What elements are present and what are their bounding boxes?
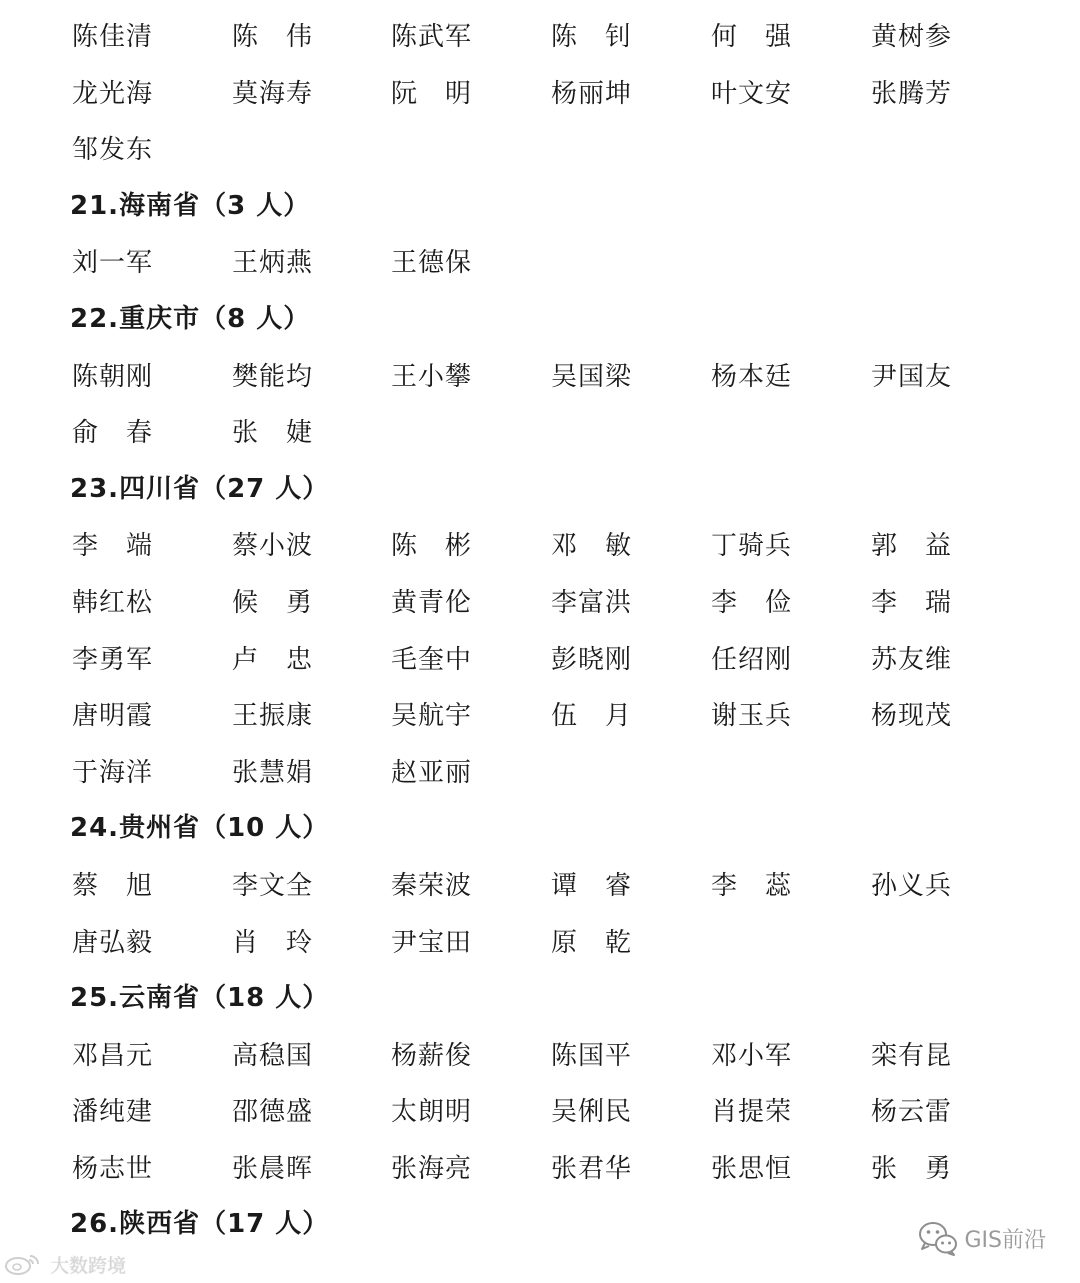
person-name: 杨志世 bbox=[72, 1153, 154, 1184]
names-row bbox=[0, 689, 1080, 746]
person-name: 陈 彬 bbox=[391, 531, 473, 562]
person-name: 苏友维 bbox=[871, 644, 953, 675]
province-heading bbox=[70, 810, 329, 846]
person-name: 韩红松 bbox=[72, 587, 154, 618]
person-name: 邹发东 bbox=[72, 135, 154, 166]
person-name: 陈 钊 bbox=[551, 22, 633, 52]
person-name: 张腾芳 bbox=[871, 78, 953, 109]
person-name: 杨现茂 bbox=[871, 701, 953, 732]
person-name: 李富洪 bbox=[551, 587, 633, 618]
province-heading bbox=[70, 980, 329, 1016]
person-name: 谭 睿 bbox=[551, 870, 633, 901]
person-name: 于海洋 bbox=[72, 757, 154, 788]
person-name: 赵亚丽 bbox=[391, 757, 473, 788]
person-name: 邵德盛 bbox=[232, 1097, 314, 1128]
weibo-logo-icon bbox=[4, 1252, 44, 1276]
person-name: 张慧娟 bbox=[232, 757, 314, 788]
person-name: 莫海寿 bbox=[232, 78, 314, 109]
province-heading-row bbox=[0, 293, 1080, 350]
watermark-dashujk bbox=[4, 1249, 126, 1279]
province-heading-row bbox=[0, 180, 1080, 237]
person-name: 俞 春 bbox=[72, 418, 154, 449]
person-name: 彭晓刚 bbox=[551, 644, 633, 675]
province-heading-row bbox=[0, 972, 1080, 1029]
person-name: 吴俐民 bbox=[551, 1097, 633, 1128]
person-name: 张海亮 bbox=[391, 1153, 473, 1184]
person-name: 张 婕 bbox=[232, 418, 314, 449]
province-heading bbox=[70, 471, 329, 507]
person-name: 李 瑞 bbox=[871, 587, 953, 618]
person-name: 候 勇 bbox=[232, 587, 314, 618]
person-name: 杨丽坤 bbox=[551, 78, 633, 109]
names-row bbox=[0, 67, 1080, 124]
heading-province: 四川省 bbox=[119, 473, 201, 504]
person-name: 樊能均 bbox=[232, 361, 314, 392]
person-name: 潘纯建 bbox=[72, 1097, 154, 1128]
person-name: 张晨晖 bbox=[232, 1153, 314, 1184]
names-row bbox=[0, 10, 1080, 67]
heading-count: （10 人） bbox=[200, 813, 330, 844]
person-name: 杨云雷 bbox=[871, 1097, 953, 1128]
person-name: 栾有昆 bbox=[871, 1040, 953, 1071]
person-name: 陈武军 bbox=[391, 22, 473, 52]
person-name: 太朗明 bbox=[391, 1097, 473, 1128]
province-heading-row bbox=[0, 463, 1080, 520]
heading-number: 21. bbox=[70, 190, 120, 221]
province-heading bbox=[70, 1206, 329, 1242]
person-name: 唐明霞 bbox=[72, 701, 154, 732]
heading-number: 25. bbox=[70, 983, 120, 1014]
person-name: 吴航宇 bbox=[391, 701, 473, 732]
person-name: 李文全 bbox=[232, 870, 314, 901]
person-name: 李 蕊 bbox=[711, 870, 793, 901]
names-row bbox=[0, 406, 1080, 463]
names-row bbox=[0, 350, 1080, 407]
person-name: 唐弘毅 bbox=[72, 927, 154, 958]
person-name: 杨薪俊 bbox=[391, 1040, 473, 1071]
heading-count: （8 人） bbox=[200, 303, 311, 334]
person-name: 陈国平 bbox=[551, 1040, 633, 1071]
heading-count: （3 人） bbox=[200, 190, 311, 221]
person-name: 高稳国 bbox=[232, 1040, 314, 1071]
heading-number: 23. bbox=[70, 473, 120, 504]
person-name: 毛奎中 bbox=[391, 644, 473, 675]
heading-province: 重庆市 bbox=[119, 303, 201, 334]
person-name: 王振康 bbox=[232, 701, 314, 732]
person-name: 任绍刚 bbox=[711, 644, 793, 675]
province-heading bbox=[70, 301, 310, 337]
person-name: 丁骑兵 bbox=[711, 531, 793, 562]
person-name: 邓小军 bbox=[711, 1040, 793, 1071]
person-name: 张君华 bbox=[551, 1153, 633, 1184]
person-name: 李 端 bbox=[72, 531, 154, 562]
person-name: 谢玉兵 bbox=[711, 701, 793, 732]
person-name: 陈 伟 bbox=[232, 22, 314, 52]
names-row bbox=[0, 916, 1080, 973]
person-name: 陈佳清 bbox=[72, 22, 154, 52]
person-name: 何 强 bbox=[711, 22, 793, 52]
person-name: 蔡 旭 bbox=[72, 870, 154, 901]
watermark-gis-frontier bbox=[916, 1218, 1046, 1258]
person-name: 孙义兵 bbox=[871, 870, 953, 901]
heading-number: 26. bbox=[70, 1209, 120, 1240]
heading-province: 海南省 bbox=[119, 190, 201, 221]
names-row bbox=[0, 859, 1080, 916]
names-row bbox=[0, 1029, 1080, 1086]
person-name: 阮 明 bbox=[391, 78, 473, 109]
names-row bbox=[0, 576, 1080, 633]
person-name: 秦荣波 bbox=[391, 870, 473, 901]
heading-province: 云南省 bbox=[119, 983, 201, 1014]
person-name: 杨本廷 bbox=[711, 361, 793, 392]
person-name: 肖提荣 bbox=[711, 1097, 793, 1128]
person-name: 肖 玲 bbox=[232, 927, 314, 958]
heading-province: 贵州省 bbox=[119, 813, 201, 844]
person-name: 张思恒 bbox=[711, 1153, 793, 1184]
person-name: 陈朝刚 bbox=[72, 361, 154, 392]
person-name: 王德保 bbox=[391, 248, 473, 279]
person-name: 王小攀 bbox=[391, 361, 473, 392]
document-body bbox=[0, 10, 1080, 1255]
person-name: 尹国友 bbox=[871, 361, 953, 392]
watermark-right-text: GIS前沿 bbox=[964, 1227, 1046, 1253]
person-name: 叶文安 bbox=[711, 78, 793, 109]
person-name: 黄青伦 bbox=[391, 587, 473, 618]
person-name: 郭 益 bbox=[871, 531, 953, 562]
person-name: 刘一军 bbox=[72, 248, 154, 279]
province-heading bbox=[70, 188, 310, 224]
person-name: 原 乾 bbox=[551, 927, 633, 958]
person-name: 尹宝田 bbox=[391, 927, 473, 958]
heading-count: （27 人） bbox=[200, 473, 330, 504]
person-name: 卢 忠 bbox=[232, 644, 314, 675]
person-name: 龙光海 bbox=[72, 78, 154, 109]
heading-province: 陕西省 bbox=[119, 1209, 201, 1240]
province-heading-row bbox=[0, 802, 1080, 859]
person-name: 王炳燕 bbox=[232, 248, 314, 279]
person-name: 蔡小波 bbox=[232, 531, 314, 562]
names-row bbox=[0, 123, 1080, 180]
person-name: 邓昌元 bbox=[72, 1040, 154, 1071]
watermark-left-text: 大数跨境 bbox=[50, 1254, 127, 1277]
person-name: 邓 敏 bbox=[551, 531, 633, 562]
names-row bbox=[0, 1142, 1080, 1199]
heading-count: （17 人） bbox=[200, 1209, 330, 1240]
heading-count: （18 人） bbox=[200, 983, 330, 1014]
person-name: 伍 月 bbox=[551, 701, 633, 732]
names-row bbox=[0, 633, 1080, 690]
heading-number: 24. bbox=[70, 813, 120, 844]
names-row bbox=[0, 1085, 1080, 1142]
person-name: 张 勇 bbox=[871, 1153, 953, 1184]
names-row bbox=[0, 236, 1080, 293]
person-name: 李 俭 bbox=[711, 587, 793, 618]
heading-number: 22. bbox=[70, 303, 120, 334]
wechat-logo-icon bbox=[916, 1218, 960, 1258]
person-name: 吴国梁 bbox=[551, 361, 633, 392]
person-name: 黄树参 bbox=[871, 22, 953, 52]
names-row bbox=[0, 746, 1080, 803]
person-name: 李勇军 bbox=[72, 644, 154, 675]
names-row bbox=[0, 519, 1080, 576]
